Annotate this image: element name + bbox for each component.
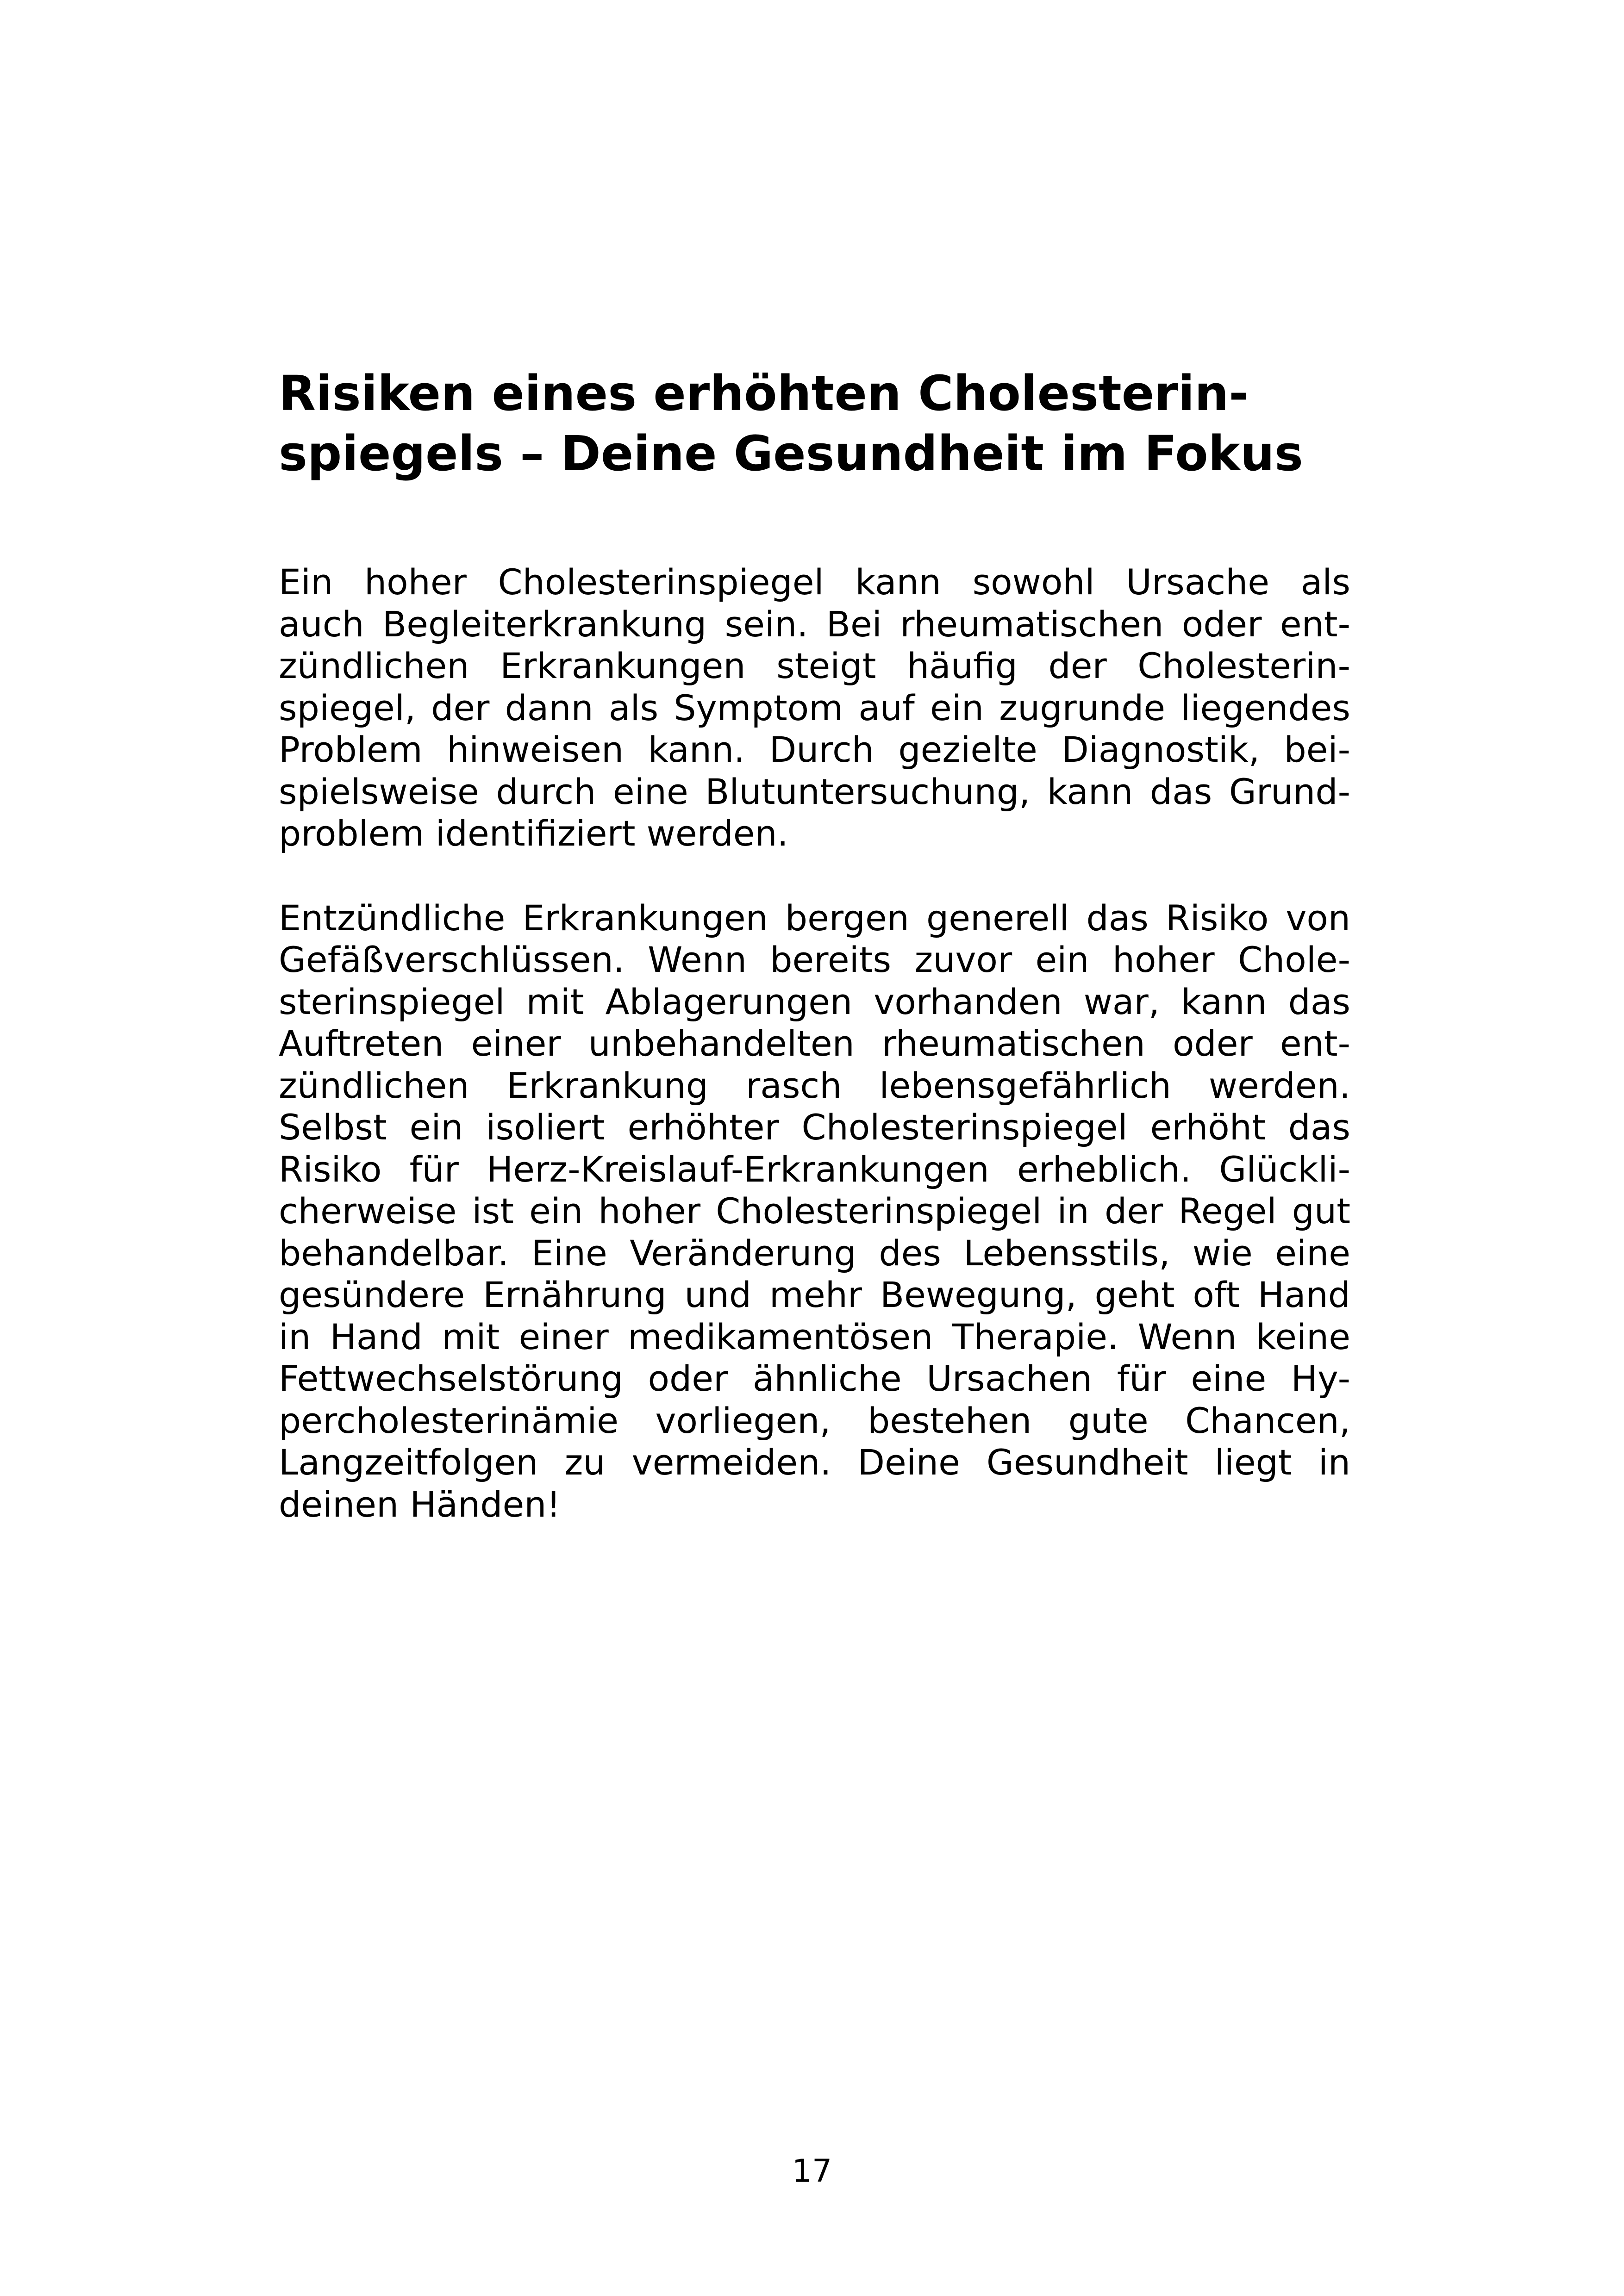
paragraph-line: zündlichen Erkrankungen steigt häufig der Cholesterin- [279, 645, 1350, 686]
paragraph-line: behandelbar. Eine Veränderung des Lebensstils, wie eine [279, 1232, 1350, 1274]
body-paragraph [279, 897, 1350, 1526]
page-content [279, 363, 1350, 1525]
paragraph-line: spiegel, der dann als Symptom auf ein zugrunde liegendes [279, 687, 1350, 728]
paragraph-line: Problem hinweisen kann. Durch gezielte Diagnostik, bei- [279, 729, 1350, 770]
paragraph-line: spielsweise durch eine Blutuntersuchung, kann das Grund- [279, 771, 1350, 812]
paragraph-line: deinen Händen! [279, 1483, 561, 1525]
paragraph-line: zündlichen Erkrankung rasch lebensgefährlich werden. [279, 1064, 1350, 1106]
paragraph-line: Fettwechselstörung oder ähnliche Ursachen für eine Hy- [279, 1358, 1350, 1399]
paragraph-line: Auftreten einer unbehandelten rheumatischen oder ent- [279, 1023, 1350, 1064]
paragraph-line: cherweise ist ein hoher Cholesterinspiegel in der Regel gut [279, 1190, 1350, 1232]
paragraph-line: Langzeitfolgen zu vermeiden. Deine Gesundheit liegt in [279, 1442, 1350, 1483]
paragraph-line: Gefäßverschlüssen. Wenn bereits zuvor ein hoher Chole- [279, 939, 1350, 980]
paragraph-line: problem identifiziert werden. [279, 813, 788, 854]
paragraph-line: Risiko für Herz-Kreislauf-Erkrankungen erheblich. Glückli- [279, 1148, 1350, 1190]
heading-line: Risiken eines erhöhten Cholesterin- [279, 365, 1249, 422]
paragraph-line: auch Begleiterkrankung sein. Bei rheumatischen oder ent- [279, 603, 1350, 645]
paragraph-line: in Hand mit einer medikamentösen Therapie. Wenn keine [279, 1316, 1350, 1357]
paragraph-line: sterinspiegel mit Ablagerungen vorhanden war, kann das [279, 981, 1350, 1022]
page-number: 17 [792, 2153, 832, 2190]
section-heading [279, 363, 1350, 484]
paragraph-line: Selbst ein isoliert erhöhter Cholesterinspiegel erhöht das [279, 1107, 1350, 1148]
heading-line: spiegels – Deine Gesundheit im Fokus [279, 425, 1303, 482]
paragraph-line: gesündere Ernährung und mehr Bewegung, geht oft Hand [279, 1274, 1350, 1315]
paragraph-line: Ein hoher Cholesterinspiegel kann sowohl Ursache als [279, 561, 1350, 603]
paragraph-line: Entzündliche Erkrankungen bergen generell das Risiko von [279, 897, 1350, 939]
paragraph-line: percholesterinämie vorliegen, bestehen gute Chancen, [279, 1400, 1350, 1441]
body-paragraph [279, 561, 1350, 855]
